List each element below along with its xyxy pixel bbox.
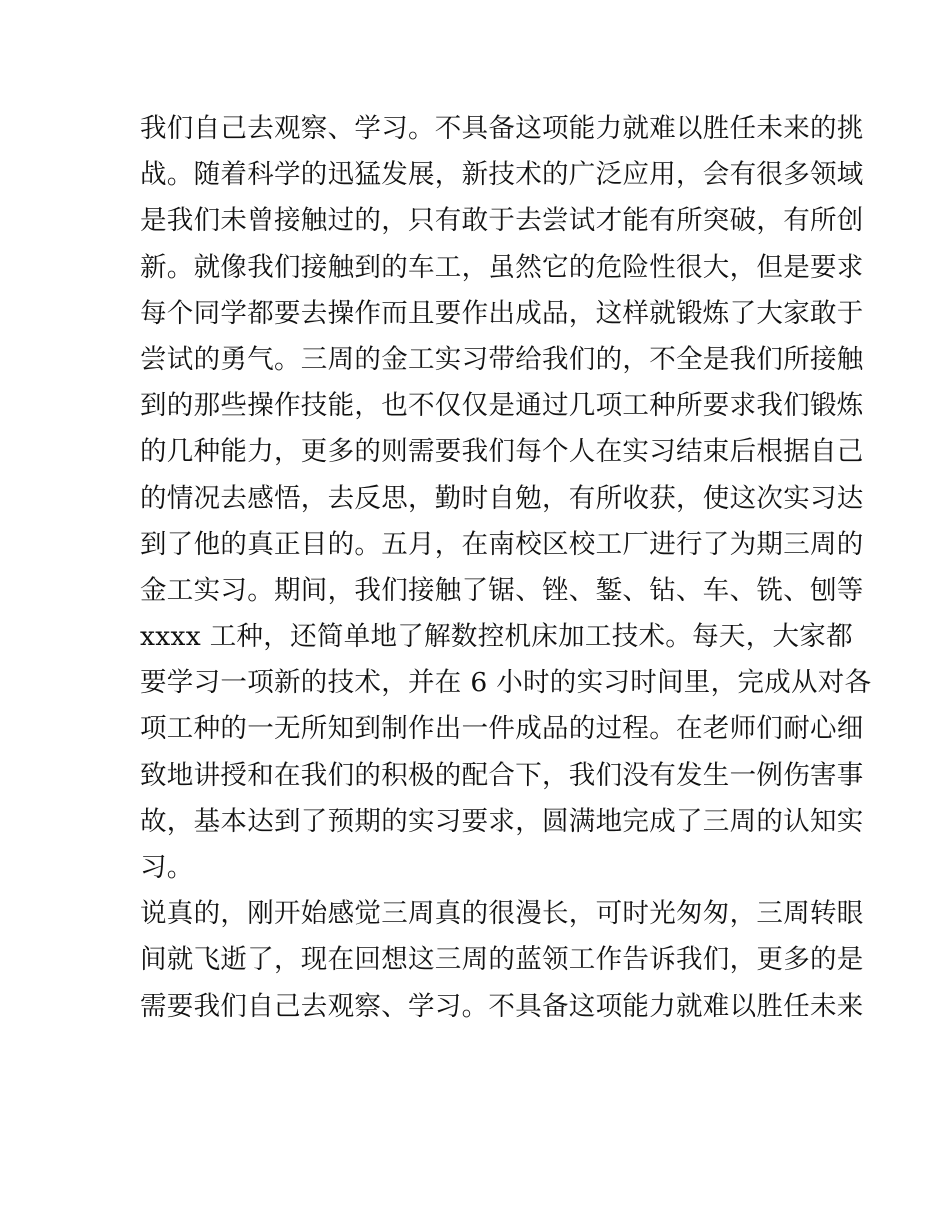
text-line: 习。 xyxy=(140,852,194,883)
body-text xyxy=(140,106,872,1030)
text-line: 到了他的真正目的。五月，在南校区校工厂进行了为期三周的 xyxy=(140,528,864,560)
text-line: 的情况去感悟，去反思，勤时自勉，有所收获，使这次实习达 xyxy=(140,482,864,514)
text-line: 是我们未曾接触过的，只有敢于去尝试才能有所突破，有所创 xyxy=(140,205,864,237)
text-line: 致地讲授和在我们的积极的配合下，我们没有发生一例伤害事 xyxy=(140,759,864,791)
text-line: 每个同学都要去操作而且要作出成品，这样就锻炼了大家敢于 xyxy=(140,297,864,329)
text-line: 新。就像我们接触到的车工，虽然它的危险性很大，但是要求 xyxy=(140,251,864,283)
text-line: 故，基本达到了预期的实习要求，圆满地完成了三周的认知实 xyxy=(140,805,864,837)
text-line: 项工种的一无所知到制作出一件成品的过程。在老师们耐心细 xyxy=(140,713,864,745)
text-line: xxxx 工种，还简单地了解数控机床加工技术。每天，大家都 xyxy=(140,621,853,653)
text-line: 要学习一项新的技术，并在 6 小时的实习时间里，完成从对各 xyxy=(140,667,872,699)
text-line: 说真的，刚开始感觉三周真的很漫长，可时光匆匆，三周转眼 xyxy=(140,898,864,930)
text-line: 的几种能力，更多的则需要我们每个人在实习结束后根据自己 xyxy=(140,436,864,468)
text-line: 需要我们自己去观察、学习。不具备这项能力就难以胜任未来 xyxy=(140,990,864,1022)
text-line: 间就飞逝了，现在回想这三周的蓝领工作告诉我们，更多的是 xyxy=(140,944,864,976)
text-line: 金工实习。期间，我们接触了锯、锉、錾、钻、车、铣、刨等 xyxy=(140,574,864,606)
text-line: 到的那些操作技能，也不仅仅是通过几项工种所要求我们锻炼 xyxy=(140,390,864,422)
text-line: 尝试的勇气。三周的金工实习带给我们的，不全是我们所接触 xyxy=(140,343,864,375)
text-line: 我们自己去观察、学习。不具备这项能力就难以胜任未来的挑 xyxy=(140,113,864,144)
text-line: 战。随着科学的迅猛发展，新技术的广泛应用，会有很多领域 xyxy=(140,159,864,191)
